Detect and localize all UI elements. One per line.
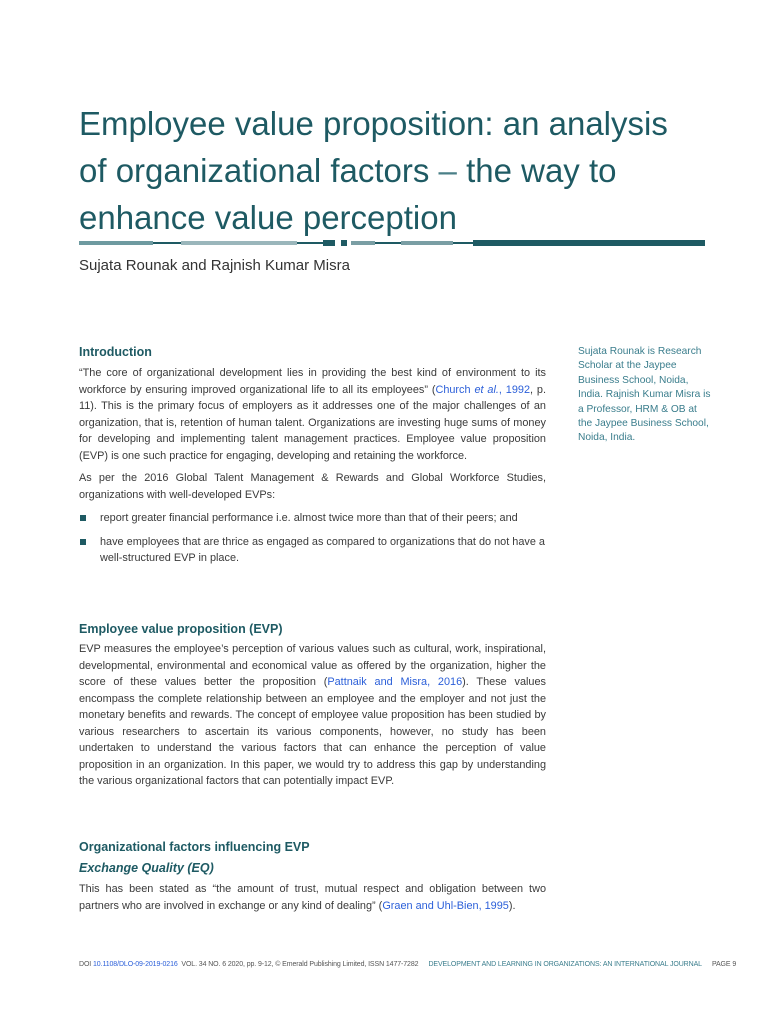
evp-paragraph — [79, 641, 546, 790]
rule-segment — [351, 241, 375, 245]
evp-text-a: EVP measures the employee’s perception of various values such as cultural, work, inspirational, developmental, environmental and economical value as offered by the organization, higher the score of these values better the proposition ( — [79, 643, 546, 688]
list-item — [79, 534, 546, 567]
section-heading-factors: Organizational factors influencing EVP — [79, 840, 310, 854]
citation-link-pattnaik[interactable]: Pattnaik and Misra, 2016 — [327, 676, 463, 688]
citation-church-year: , 1992 — [498, 383, 531, 396]
rule-segment — [453, 242, 473, 244]
subsection-heading-exchange-quality: Exchange Quality (EQ) — [79, 861, 214, 875]
rule-segment — [341, 240, 347, 246]
intro-paragraph-2: As per the 2016 Global Talent Management & Rewards and Global Workforce Studies, organizations with well-developed EVPs: — [79, 472, 546, 501]
rule-segment — [401, 241, 453, 245]
square-bullet-icon — [80, 539, 86, 545]
author-affiliation-note: Sujata Rounak is Research Scholar at the Jaypee Business School, Noida, India. Rajnish Kumar Misra is a Professor, HRM & OB at the Jaypee Business School, Noida, India. — [578, 346, 711, 444]
list-item-text: have employees that are thrice as engaged as compared to organizations that do not have a well-structured EVP in place. — [100, 535, 545, 564]
doi-label: DOI — [79, 960, 92, 968]
findings-list — [79, 510, 546, 567]
page-number: PAGE 9 — [711, 960, 737, 968]
list-item — [79, 510, 546, 527]
exchange-quality-paragraph — [79, 881, 546, 914]
rule-segment — [323, 240, 335, 246]
rule-segment — [473, 240, 705, 246]
article-title — [79, 100, 719, 241]
factors-section — [79, 840, 546, 914]
evp-section — [79, 622, 546, 790]
title-line-1: Employee value proposition: an analysis — [79, 105, 668, 142]
citation-link-church[interactable] — [435, 384, 530, 396]
citation-church-etal: et al. — [474, 383, 499, 396]
doi-link[interactable]: 10.1108/DLO-09-2019-0216 — [93, 960, 178, 968]
square-bullet-icon — [80, 515, 86, 521]
rule-segment — [297, 242, 323, 244]
list-item-text: report greater financial performance i.e. almost twice more than that of their peers; and — [100, 512, 518, 524]
title-line-2-end: the way to — [466, 152, 617, 189]
section-heading-introduction: Introduction — [79, 345, 152, 359]
rule-segment — [153, 242, 181, 244]
rule-segment — [375, 242, 401, 244]
citation-info: VOL. 34 NO. 6 2020, pp. 9-12, © Emerald Publishing Limited, ISSN 1477-7282 — [181, 960, 419, 968]
intro-p1-text-a: “The core of organizational development lies in providing the best kind of environment to its workforce by ensuring improved organizational life to all its employees” ( — [79, 367, 546, 396]
evp-text-b: ). These values encompass the complete relationship between an employee and the employer and not just the monetary benefits and rewards. The concept of employee value proposition has been studied by various researchers to ascertain its various components, however, no study has been undertaken to understand the various factors that can enhance the perception of value proposition in an organization. In this paper, we would try to address this gap by understanding the various organizational factors that can potentially impact EVP. — [79, 676, 546, 787]
intro-section — [79, 345, 546, 567]
section-heading-evp: Employee value proposition (EVP) — [79, 622, 283, 636]
title-dash: – — [438, 152, 457, 189]
rule-segment — [181, 241, 297, 245]
page-footer — [79, 952, 737, 976]
intro-p1-text-b: , p. 11). This is the primary focus of employers as it addresses one of the major challenges of an organization, that is, retention of human talent. Organizations are investing huge sums of money for developing and implementing talent management practices. Employee value proposition (EVP) is one such practice for engaging, developing and retaining the workforce. — [79, 383, 546, 462]
title-line-3: enhance value perception — [79, 199, 457, 236]
eq-text-a: This has been stated as “the amount of trust, mutual respect and obligation between two partners who are involved in exchange or any kind of dealing” ( — [79, 883, 546, 912]
title-line-2-start: of organizational factors — [79, 152, 430, 189]
author-names: Sujata Rounak and Rajnish Kumar Misra — [79, 257, 350, 274]
citation-church-author: Church — [435, 383, 475, 396]
citation-link-graen[interactable]: Graen and Uhl-Bien, 1995 — [382, 899, 509, 912]
journal-name: DEVELOPMENT AND LEARNING IN ORGANIZATIONS: AN INTERNATIONAL JOURNAL — [428, 960, 702, 968]
eq-text-b: ). — [508, 899, 516, 912]
intro-paragraph-1 — [79, 365, 546, 464]
rule-segment — [79, 241, 153, 245]
title-line-2 — [79, 147, 719, 194]
